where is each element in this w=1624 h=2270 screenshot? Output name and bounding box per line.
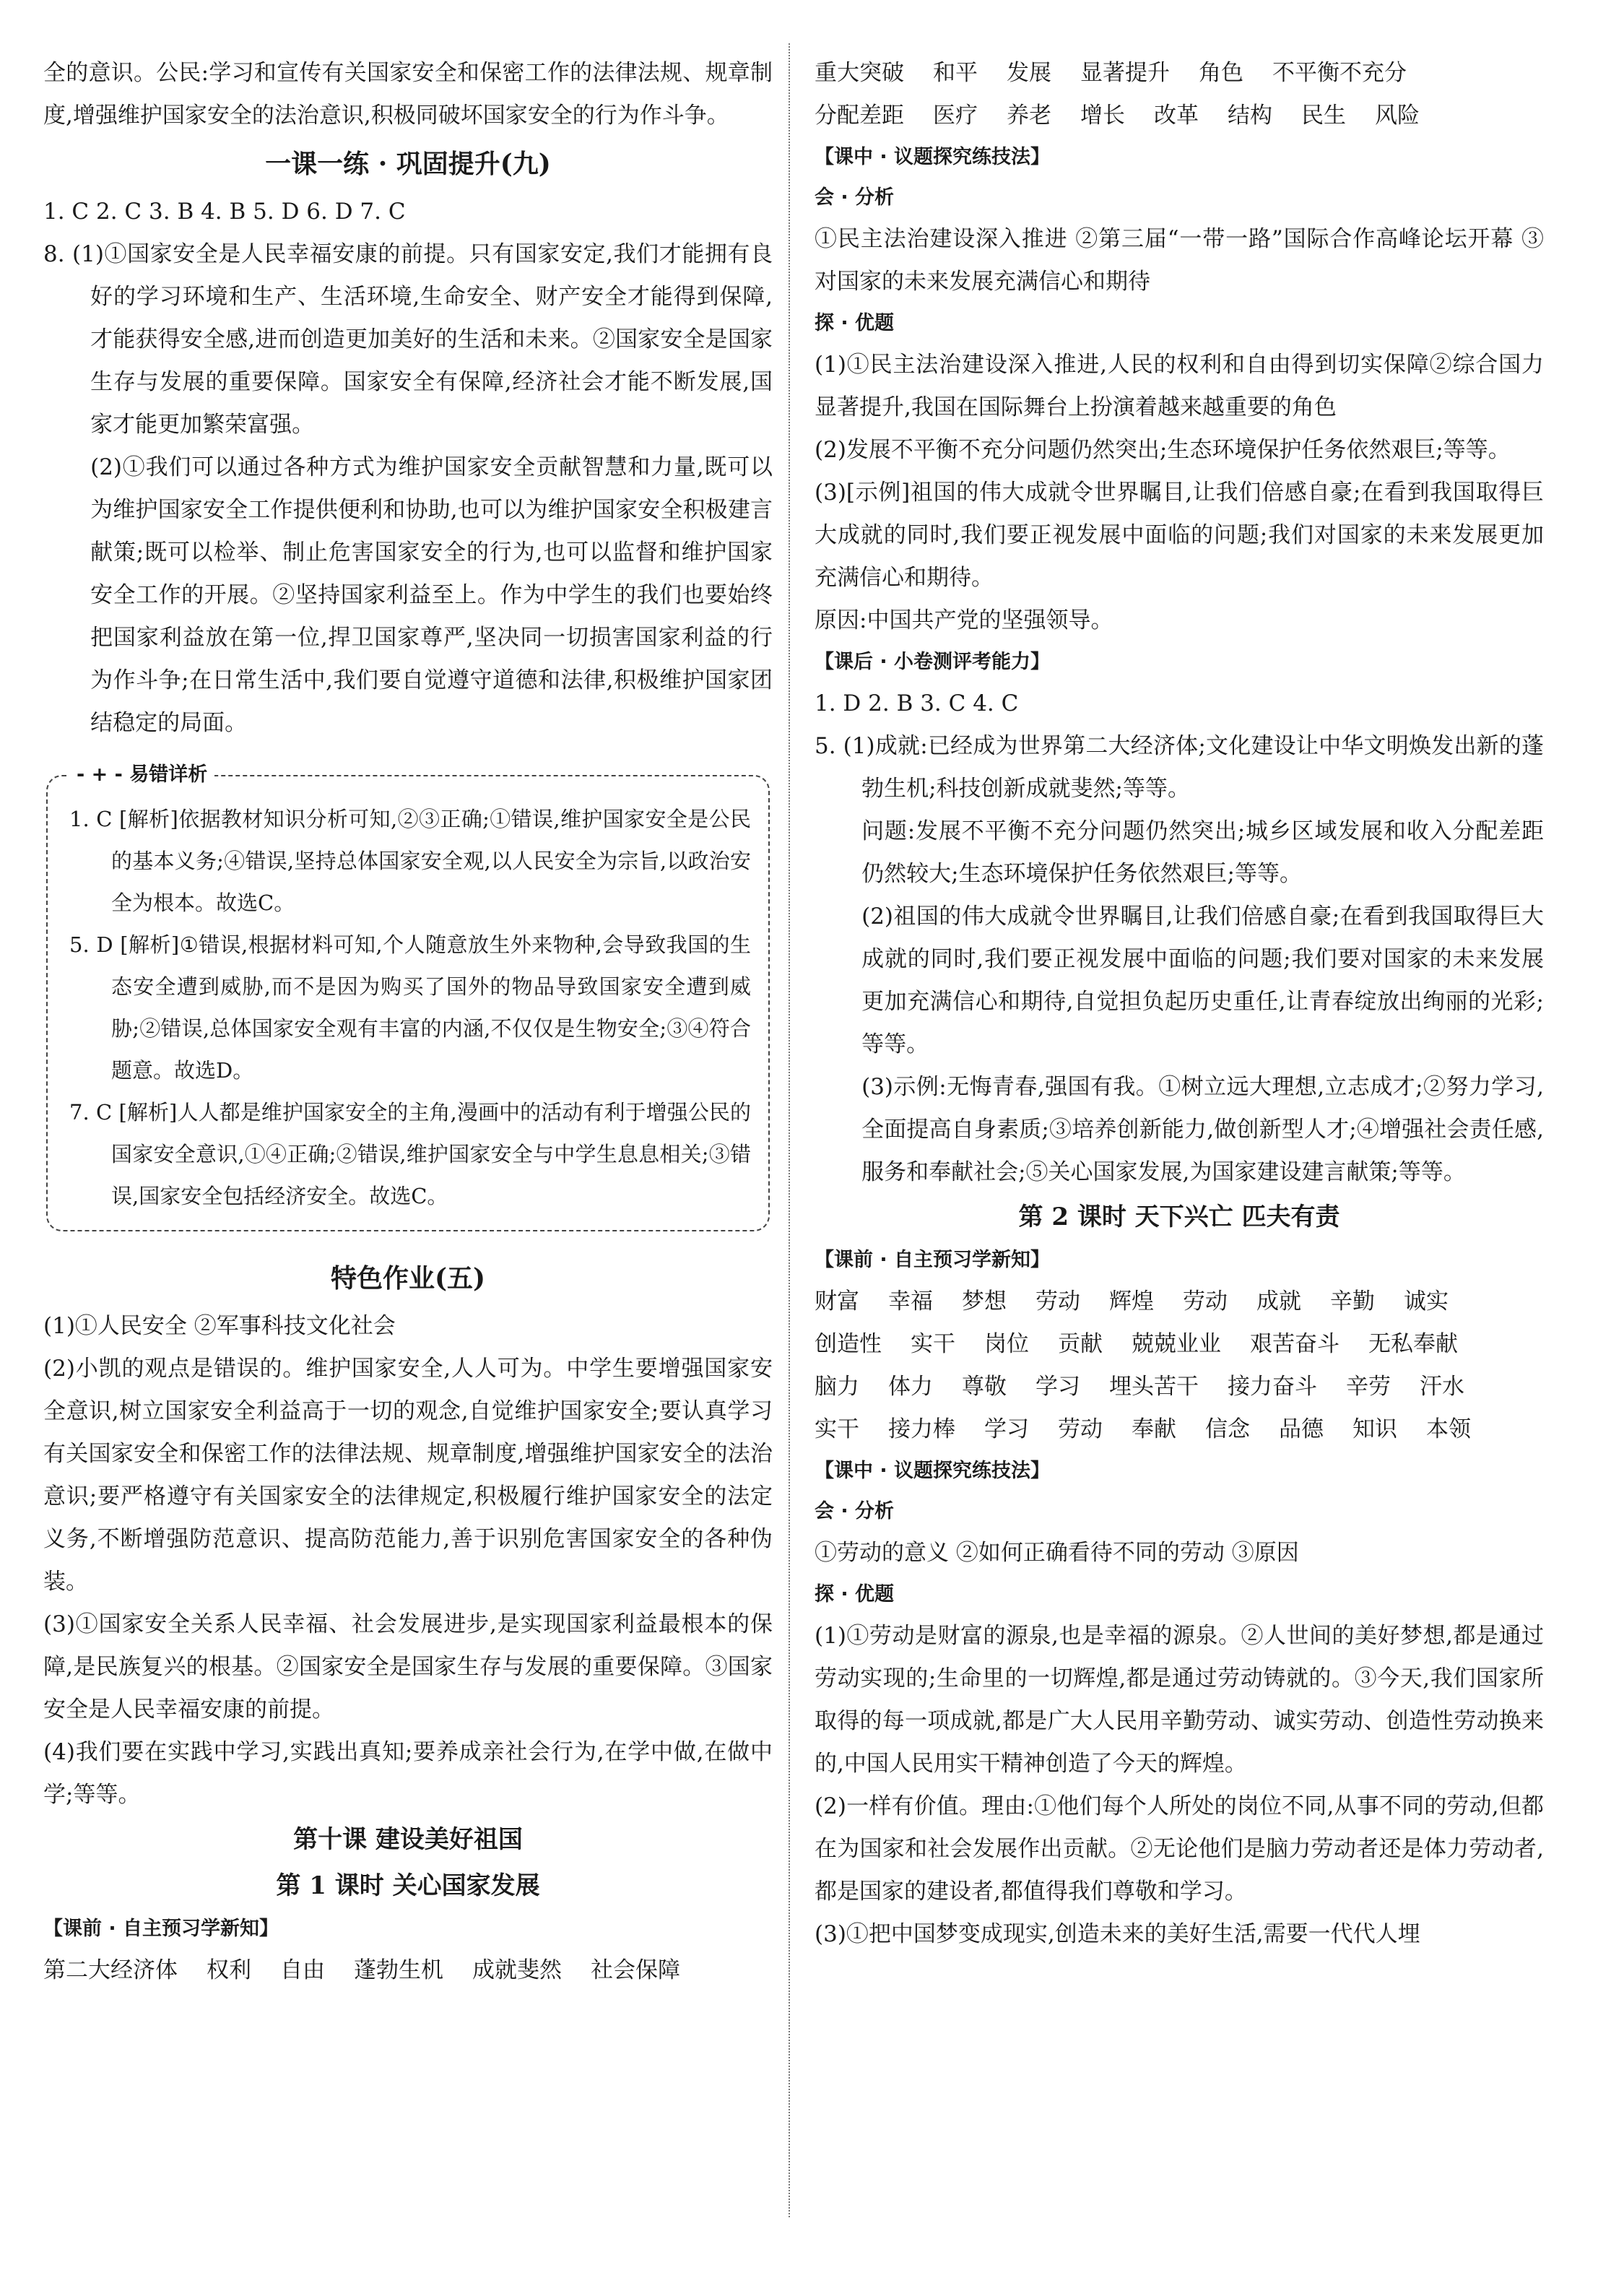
word: 辛勤 bbox=[1330, 1288, 1375, 1314]
word: 劳动 bbox=[1183, 1288, 1228, 1314]
pre-class-label: 【课前 · 自主预习学新知】 bbox=[43, 1918, 279, 1940]
error-analysis-title: - + - 易错详析 bbox=[69, 761, 214, 789]
in-class-label: 【课中 · 议题探究练技法】 bbox=[815, 146, 1051, 168]
special-item: (2)小凯的观点是错误的。维护国家安全,人人可为。中学生要增强国家安全意识,树立国家安全利益高于一切的观念,自觉维护国家安全;要认真学习有关国家安全和保密工作的法律法规、规章制度,增强维护国家安全的法治意识;要严格遵守有关国家安全的法律规定,积极履行维护国家安全的法定义务,不断增强防范意识、提高防范能力,善于识别危害国家安全的各种伪装。 bbox=[43, 1356, 773, 1595]
word: 艰苦奋斗 bbox=[1250, 1331, 1339, 1357]
mc-answers: 1. C 2. C 3. B 4. B 5. D 6. D 7. C bbox=[43, 199, 406, 225]
error-item: 1. C [解析]依据教材知识分析可知,②③正确;①错误,维护国家安全是公民的基本义务;④错误,坚持总体国家安全观,以人民安全为宗旨,以政治安全为根本。故选C。 bbox=[69, 807, 751, 915]
explore-item: 原因:中国共产党的坚强领导。 bbox=[815, 607, 1113, 633]
word: 养老 bbox=[1007, 103, 1051, 129]
analysis-text-2: ①劳动的意义 ②如何正确看待不同的劳动 ③原因 bbox=[815, 1540, 1299, 1566]
in-class-label-2: 【课中 · 议题探究练技法】 bbox=[815, 1460, 1051, 1482]
error-item: 7. C [解析]人人都是维护国家安全的主角,漫画中的活动有利于增强公民的国家安全意识,①④正确;②错误,维护国家安全与中学生息息相关;③错误,国家安全包括经济安全。故选C。 bbox=[69, 1100, 751, 1208]
word: 劳动 bbox=[1035, 1288, 1080, 1314]
word: 无私奉献 bbox=[1368, 1331, 1458, 1357]
lesson-title: 第十课 建设美好祖国 bbox=[293, 1825, 523, 1854]
word: 成就 bbox=[1256, 1288, 1301, 1314]
word: 重大突破 bbox=[815, 60, 904, 86]
q8-part1: 8. (1)①国家安全是人民幸福安康的前提。只有国家安定,我们才能拥有良好的学习环境和生产、生活环境,生命安全、财产安全才能得到保障,才能获得安全感,进而创造更加美好的生活和未来。②国家安全是国家生存与发展的重要保障。国家安全有保障,经济社会才能不断发展,国家才能更加繁荣富强。 bbox=[43, 241, 773, 438]
word: 贡献 bbox=[1058, 1331, 1103, 1357]
word: 汗水 bbox=[1420, 1374, 1464, 1400]
word: 辛劳 bbox=[1346, 1374, 1391, 1400]
explore-item: (1)①劳动是财富的源泉,也是幸福的源泉。②人世间的美好梦想,都是通过劳动实现的;生命里的一切辉煌,都是通过劳动铸就的。③今天,我们国家所取得的每一项成就,都是广大人民用辛勤劳动、诚实劳动、创造性劳动换来的,中国人民用实干精神创造了今天的辉煌。 bbox=[815, 1623, 1544, 1777]
pre-class-words-2 bbox=[815, 1281, 1544, 1451]
section-title-consolidate: 一课一练 · 巩固提升(九) bbox=[265, 149, 551, 179]
explore-label-2: 探 · 优题 bbox=[815, 1583, 895, 1606]
lesson2-title: 第 2 课时 天下兴亡 匹夫有责 bbox=[1018, 1203, 1340, 1231]
word: 自由 bbox=[280, 1957, 325, 1983]
word: 劳动 bbox=[1058, 1416, 1103, 1442]
special-item: (3)①国家安全关系人民幸福、社会发展进步,是实现国家利益最根本的保障,是民族复兴的根基。②国家安全是国家生存与发展的重要保障。③国家安全是人民幸福安康的前提。 bbox=[43, 1611, 773, 1723]
explore-item: (2)发展不平衡不充分问题仍然突出;生态环境保护任务依然艰巨;等等。 bbox=[815, 437, 1511, 463]
word: 学习 bbox=[1035, 1374, 1080, 1400]
section-title-special-homework: 特色作业(五) bbox=[330, 1263, 486, 1294]
top-words bbox=[815, 52, 1544, 137]
word: 创造性 bbox=[815, 1331, 882, 1357]
word: 显著提升 bbox=[1080, 60, 1170, 86]
word: 和平 bbox=[933, 60, 978, 86]
word: 改革 bbox=[1154, 103, 1199, 129]
left-column bbox=[43, 52, 773, 1992]
q5-part: (3)示例:无悔青春,强国有我。①树立远大理想,立志成才;②努力学习,全面提高自身素质;③培养创新能力,做创新型人才;④增强社会责任感,服务和奉献社会;⑤关心国家发展,为国家建设建言献策;等等。 bbox=[861, 1074, 1544, 1185]
word: 接力棒 bbox=[888, 1416, 955, 1442]
word: 学习 bbox=[984, 1416, 1029, 1442]
explore-item: (3)①把中国梦变成现实,创造未来的美好生活,需要一代代人埋 bbox=[815, 1921, 1420, 1947]
word: 信念 bbox=[1205, 1416, 1250, 1442]
word: 结构 bbox=[1228, 103, 1272, 129]
word: 第二大经济体 bbox=[43, 1957, 178, 1983]
word: 尊敬 bbox=[962, 1374, 1007, 1400]
intro-text: 全的意识。公民:学习和宣传有关国家安全和保密工作的法律法规、规章制度,增强维护国家安全的法治意识,积极同破坏国家安全的行为作斗争。 bbox=[43, 60, 773, 129]
word: 诚实 bbox=[1404, 1288, 1449, 1314]
word: 成就斐然 bbox=[472, 1957, 562, 1983]
word: 埋头苦干 bbox=[1109, 1374, 1199, 1400]
q5-part: 5. (1)成就:已经成为世界第二大经济体;文化建设让中华文明焕发出新的蓬勃生机;科技创新成就斐然;等等。 bbox=[815, 733, 1544, 802]
word: 奉献 bbox=[1132, 1416, 1176, 1442]
error-item: 5. D [解析]①错误,根据材料可知,个人随意放生外来物种,会导致我国的生态安全遭到威胁,而不是因为购买了国外的物品导致国家安全遭到威胁;②错误,总体国家安全观有丰富的内涵,不仅仅是生物安全;③④符合题意。故选D。 bbox=[69, 932, 751, 1083]
q5-part: (2)祖国的伟大成就令世界瞩目,让我们倍感自豪;在看到我国取得巨大成就的同时,我们要正视发展中面临的问题;我们要对国家的未来发展更加充满信心和期待,自觉担负起历史重任,让青春绽放出绚丽的光彩;等等。 bbox=[861, 904, 1544, 1057]
word: 民生 bbox=[1301, 103, 1346, 129]
analysis-label: 会 · 分析 bbox=[815, 186, 895, 209]
word: 医疗 bbox=[933, 103, 978, 129]
after-class-label: 【课后 · 小卷测评考能力】 bbox=[815, 651, 1051, 673]
explore-item: (2)一样有价值。理由:①他们每个人所处的岗位不同,从事不同的劳动,但都在为国家和社会发展作出贡献。②无论他们是脑力劳动者还是体力劳动者,都是国家的建设者,都值得我们尊敬和学习。 bbox=[815, 1793, 1544, 1905]
word: 实干 bbox=[815, 1416, 859, 1442]
word: 不平衡不充分 bbox=[1272, 60, 1407, 86]
word: 分配差距 bbox=[815, 103, 904, 129]
word: 知识 bbox=[1352, 1416, 1397, 1442]
word: 发展 bbox=[1007, 60, 1051, 86]
word: 幸福 bbox=[888, 1288, 933, 1314]
word: 财富 bbox=[815, 1288, 859, 1314]
word: 社会保障 bbox=[591, 1957, 680, 1983]
lesson-subtitle: 第 1 课时 关心国家发展 bbox=[276, 1871, 540, 1900]
word: 岗位 bbox=[984, 1331, 1029, 1357]
q8-part2: (2)①我们可以通过各种方式为维护国家安全贡献智慧和力量,既可以为维护国家安全工作提供便利和协助,也可以为维护国家安全积极建言献策;既可以检举、制止危害国家安全的行为,也可以监督和维护国家安全工作的开展。②坚持国家利益至上。作为中学生的我们也要始终把国家利益放在第一位,捍卫国家尊严,坚决同一切损害国家利益的行为作斗争;在日常生活中,我们要自觉遵守道德和法律,积极维护国家团结稳定的局面。 bbox=[90, 454, 773, 736]
explore-item: (1)①民主法治建设深入推进,人民的权利和自由得到切实保障②综合国力显著提升,我国在国际舞台上扮演着越来越重要的角色 bbox=[815, 352, 1544, 420]
word: 体力 bbox=[888, 1374, 933, 1400]
word: 风险 bbox=[1375, 103, 1420, 129]
word: 辉煌 bbox=[1109, 1288, 1154, 1314]
special-item: (4)我们要在实践中学习,实践出真知;要养成亲社会行为,在学中做,在做中学;等等。 bbox=[43, 1739, 773, 1808]
word: 品德 bbox=[1279, 1416, 1324, 1442]
word: 梦想 bbox=[962, 1288, 1007, 1314]
word: 蓬勃生机 bbox=[354, 1957, 443, 1983]
word: 脑力 bbox=[815, 1374, 859, 1400]
word: 接力奋斗 bbox=[1228, 1374, 1317, 1400]
analysis-text: ①民主法治建设深入推进 ②第三届“一带一路”国际合作高峰论坛开幕 ③对国家的未来发展充满信心和期待 bbox=[815, 226, 1544, 295]
word: 增长 bbox=[1080, 103, 1125, 129]
pre-class-label-2: 【课前 · 自主预习学新知】 bbox=[815, 1249, 1051, 1271]
error-analysis-box bbox=[46, 763, 770, 1231]
word: 兢兢业业 bbox=[1132, 1331, 1221, 1357]
pre-class-words bbox=[43, 1949, 773, 1992]
special-item: (1)①人民安全 ②军事科技文化社会 bbox=[43, 1313, 396, 1339]
word: 本领 bbox=[1426, 1416, 1471, 1442]
right-column bbox=[815, 52, 1544, 1956]
column-separator bbox=[789, 43, 790, 2217]
analysis-label-2: 会 · 分析 bbox=[815, 1500, 895, 1522]
after-class-mc: 1. D 2. B 3. C 4. C bbox=[815, 690, 1019, 716]
word: 角色 bbox=[1199, 60, 1243, 86]
explore-label: 探 · 优题 bbox=[815, 312, 895, 334]
word: 权利 bbox=[207, 1957, 251, 1983]
q5-part: 问题:发展不平衡不充分问题仍然突出;城乡区域发展和收入分配差距仍然较大;生态环境保护任务依然艰巨;等等。 bbox=[861, 818, 1544, 887]
explore-item: (3)[示例]祖国的伟大成就令世界瞩目,让我们倍感自豪;在看到我国取得巨大成就的同时,我们要正视发展中面临的问题;我们对国家的未来发展更加充满信心和期待。 bbox=[815, 480, 1544, 591]
word: 实干 bbox=[911, 1331, 955, 1357]
